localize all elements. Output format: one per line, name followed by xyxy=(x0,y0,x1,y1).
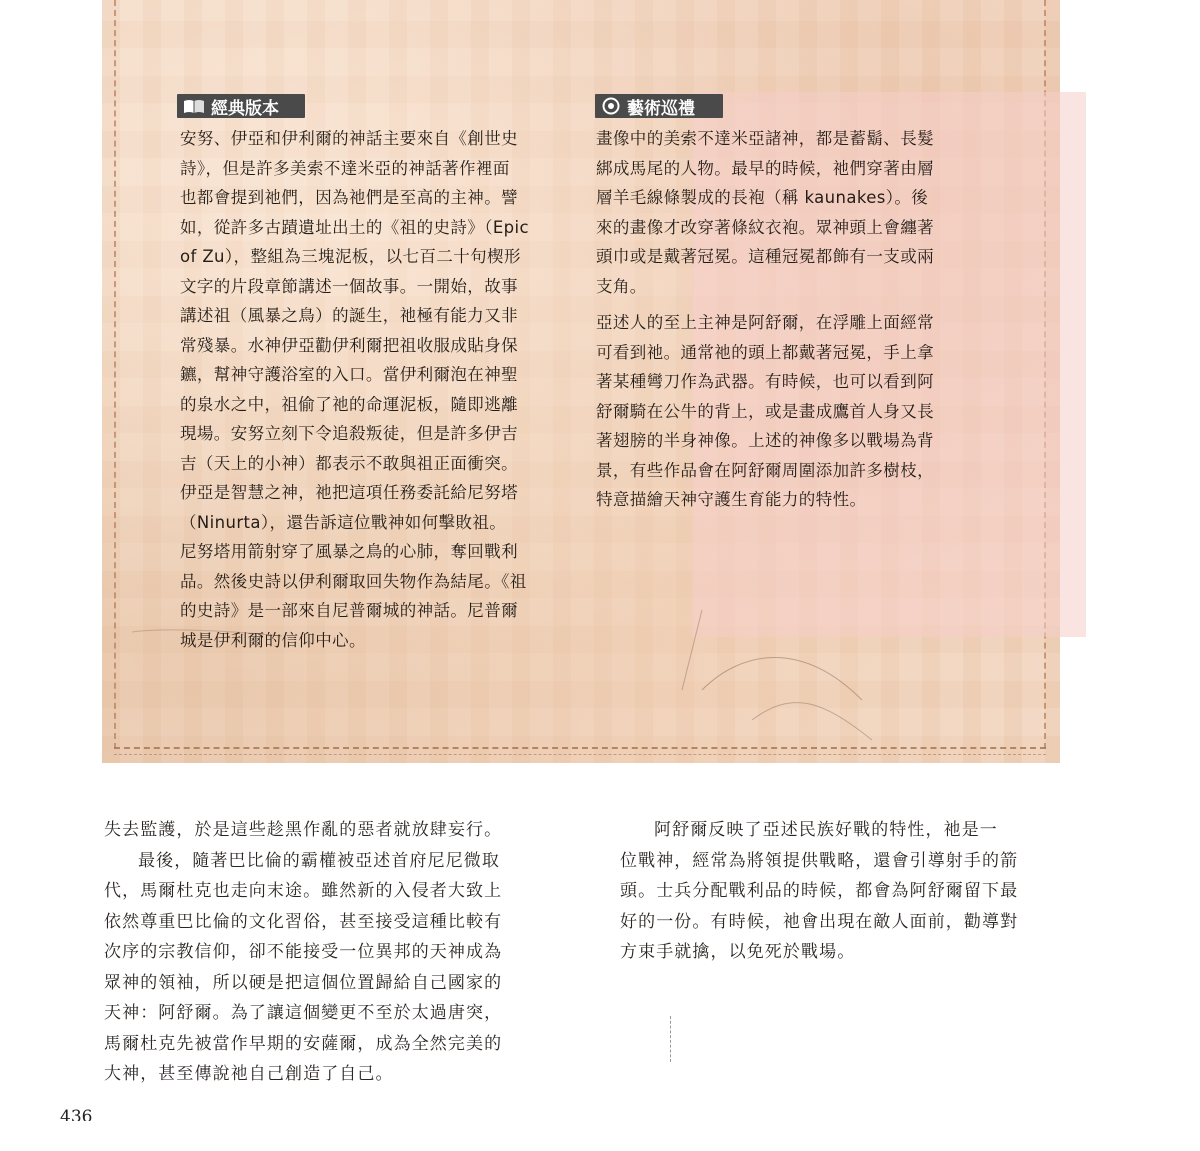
text-line: 舒爾騎在公牛的背上，或是畫成鷹首人身又長 xyxy=(596,401,934,421)
text-line: 次序的宗教信仰，卻不能接受一位異邦的天神成為 xyxy=(104,942,503,962)
text-line: 詩》，但是許多美索不達米亞的神話著作裡面 xyxy=(180,158,510,178)
text-line: 的泉水之中，祖偷了祂的命運泥板，隨即逃離 xyxy=(180,394,518,414)
classic-section-text xyxy=(180,124,570,655)
eye-icon xyxy=(601,97,621,115)
text-line: 如，從許多古蹟遺址出土的《祖的史詩》（Epic xyxy=(180,217,530,237)
body-right-paragraph-1 xyxy=(620,815,1064,968)
text-line: 來的畫像才改穿著條紋衣袍。眾神頭上會纏著 xyxy=(596,217,934,237)
text-line: 景，有些作品會在阿舒爾周圍添加許多樹枝， xyxy=(596,460,934,480)
text-line: 鑣，幫神守護浴室的入口。當伊利爾泡在神聖 xyxy=(180,365,518,384)
text-line: 特意描繪天神守護生育能力的特性。 xyxy=(596,490,867,509)
body-column-left xyxy=(104,815,548,1090)
classic-section-header xyxy=(177,94,305,118)
text-line: （Ninurta），還告訴這位戰神如何擊敗祖。 xyxy=(180,512,507,532)
page-number: 436 xyxy=(60,1107,93,1121)
text-line: 位戰神，經常為將領提供戰略，還會引導射手的箭 xyxy=(620,850,1019,871)
body-left-paragraph-2 xyxy=(104,846,548,1090)
text-line: 也都會提到祂們，因為祂們是至高的主神。譬 xyxy=(180,188,518,207)
text-line: 品。然後史詩以伊利爾取回失物作為結尾。《祖 xyxy=(180,571,527,591)
text-line: 頭。士兵分配戰利品的時候，都會為阿舒爾留下最 xyxy=(620,881,1019,901)
text-line: 代，馬爾杜克也走向末途。雖然新的入侵者大致上 xyxy=(104,881,503,901)
text-line: 最後，隨著巴比倫的霸權被亞述首府尼尼微取 xyxy=(138,850,500,871)
body-left-paragraph-1: 失去監護，於是這些趁黑作亂的惡者就放肆妄行。 xyxy=(104,820,503,840)
text-line: 的史詩》是一部來自尼普爾城的神話。尼普爾 xyxy=(180,601,518,620)
text-line: 眾神的領袖，所以硬是把這個位置歸給自己國家的 xyxy=(104,972,503,993)
print-mark xyxy=(670,1016,671,1062)
text-line: 綁成馬尾的人物。最早的時候，祂們穿著由層 xyxy=(596,158,934,178)
text-line: 層羊毛線條製成的長袍（稱 kaunakes）。後 xyxy=(596,188,929,207)
art-section-title: 藝術巡禮 xyxy=(627,98,695,119)
text-line: 方束手就擒，以免死於戰場。 xyxy=(620,942,856,962)
text-line: 大神，甚至傳說祂自己創造了自己。 xyxy=(104,1064,394,1084)
text-line: 著某種彎刀作為武器。有時候，也可以看到阿 xyxy=(596,372,934,391)
text-line: 可看到祂。通常祂的頭上都戴著冠冕，手上拿 xyxy=(596,342,934,362)
art-section-text-2 xyxy=(596,308,988,515)
book-icon xyxy=(183,98,205,114)
classic-section-title: 經典版本 xyxy=(211,98,279,119)
text-line: 亞述人的至上主神是阿舒爾，在浮雕上面經常 xyxy=(596,313,934,332)
text-line: 尼努塔用箭射穿了風暴之鳥的心肺，奪回戰利 xyxy=(180,542,518,561)
text-line: 安努、伊亞和伊利爾的神話主要來自《創世史 xyxy=(180,129,518,148)
text-line: of Zu），整組為三塊泥板，以七百二十句楔形 xyxy=(180,247,521,266)
text-line: 著翅膀的半身神像。上述的神像多以戰場為背 xyxy=(596,431,934,450)
art-section-header xyxy=(595,94,723,118)
art-section-text-1 xyxy=(596,124,988,301)
text-line: 伊亞是智慧之神，祂把這項任務委託給尼努塔 xyxy=(180,483,518,502)
text-line: 天神：阿舒爾。為了讓這個變更不至於太過唐突， xyxy=(104,1003,503,1023)
text-line: 講述祖（風暴之鳥）的誕生，祂極有能力又非 xyxy=(180,306,518,325)
text-line: 依然尊重巴比倫的文化習俗，甚至接受這種比較有 xyxy=(104,911,503,932)
sidebar-box xyxy=(102,0,1060,763)
text-line: 常殘暴。水神伊亞勸伊利爾把祖收服成貼身保 xyxy=(180,335,518,355)
text-line: 阿舒爾反映了亞述民族好戰的特性，祂是一 xyxy=(654,820,998,840)
text-line: 吉（天上的小神）都表示不敢與祖正面衝突。 xyxy=(180,453,518,473)
text-line: 好的一份。有時候，祂會出現在敵人面前，勸導對 xyxy=(620,911,1019,932)
text-line: 文字的片段章節講述一個故事。一開始，故事 xyxy=(180,276,518,296)
text-line: 馬爾杜克先被當作早期的安薩爾，成為全然完美的 xyxy=(104,1033,503,1054)
text-line: 畫像中的美索不達米亞諸神，都是蓄鬍、長髮 xyxy=(596,129,934,148)
body-column-right xyxy=(620,815,1064,968)
text-line: 支角。 xyxy=(596,276,647,296)
text-line: 頭巾或是戴著冠冕。這種冠冕都飾有一支或兩 xyxy=(596,247,934,266)
text-line: 城是伊利爾的信仰中心。 xyxy=(180,630,366,650)
text-line: 現場。安努立刻下令追殺叛徒，但是許多伊吉 xyxy=(180,424,518,443)
